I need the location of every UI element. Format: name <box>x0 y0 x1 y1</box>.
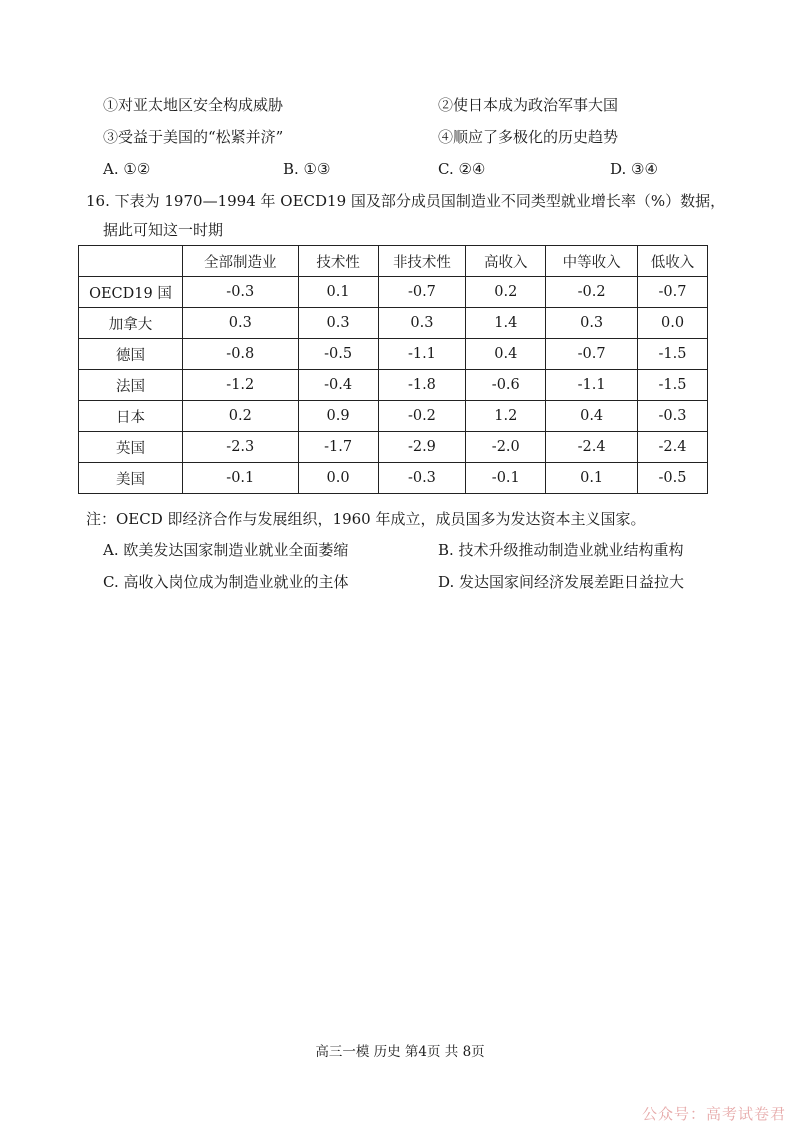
table-cell: -0.7 <box>378 277 466 308</box>
q15-item-1: ①对亚太地区安全构成威胁 <box>103 96 284 114</box>
table-cell: 0.9 <box>298 401 378 432</box>
table-cell: 0.4 <box>466 339 546 370</box>
q15-option-b: B. ①③ <box>283 160 331 178</box>
table-cell: -0.7 <box>546 339 638 370</box>
q16-option-c: C. 高收入岗位成为制造业就业的主体 <box>103 573 349 591</box>
table-cell: -0.1 <box>466 463 546 494</box>
table-cell: -0.1 <box>182 463 298 494</box>
row-label: OECD19 国 <box>79 277 183 308</box>
table-cell: 0.3 <box>378 308 466 339</box>
q16-stem-line2: 据此可知这一时期 <box>103 221 224 239</box>
table-cell: -2.9 <box>378 432 466 463</box>
table-cell: 1.2 <box>466 401 546 432</box>
table-header-cell: 技术性 <box>298 246 378 277</box>
q15-item-4: ④顺应了多极化的历史趋势 <box>438 128 619 146</box>
row-label: 日本 <box>79 401 183 432</box>
watermark: 公众号：高考试卷君 <box>641 1105 786 1123</box>
table-cell: -1.2 <box>182 370 298 401</box>
table-cell: 0.0 <box>298 463 378 494</box>
row-label: 美国 <box>79 463 183 494</box>
employment-growth-table <box>78 245 708 494</box>
table-header-cell: 全部制造业 <box>182 246 298 277</box>
table-row <box>79 370 708 401</box>
table-header-cell: 高收入 <box>466 246 546 277</box>
table-cell: -2.4 <box>546 432 638 463</box>
table-header-cell: 中等收入 <box>546 246 638 277</box>
table-row <box>79 277 708 308</box>
row-label: 加拿大 <box>79 308 183 339</box>
q15-option-c: C. ②④ <box>438 160 486 178</box>
table-row <box>79 463 708 494</box>
table-header-cell: 低收入 <box>638 246 708 277</box>
table-cell: -2.0 <box>466 432 546 463</box>
table-cell: 1.4 <box>466 308 546 339</box>
table-cell: -0.5 <box>638 463 708 494</box>
table-cell: -0.3 <box>182 277 298 308</box>
q15-item-3: ③受益于美国的“松紧并济” <box>103 128 284 146</box>
table-cell: 0.1 <box>546 463 638 494</box>
table-cell: 0.1 <box>298 277 378 308</box>
q15-option-a: A. ①② <box>103 160 151 178</box>
table-cell: -0.5 <box>298 339 378 370</box>
table-row <box>79 339 708 370</box>
table-cell: -0.3 <box>378 463 466 494</box>
table-cell: 0.2 <box>466 277 546 308</box>
table-cell: -1.1 <box>546 370 638 401</box>
table-cell: 0.0 <box>638 308 708 339</box>
table-cell: -0.2 <box>378 401 466 432</box>
q16-option-a: A. 欧美发达国家制造业就业全面萎缩 <box>103 541 349 559</box>
page-footer: 高三一模 历史 第4页 共 8页 <box>315 1044 485 1060</box>
row-label: 德国 <box>79 339 183 370</box>
q16-note: 注：OECD 即经济合作与发展组织，1960 年成立，成员国多为发达资本主义国家。 <box>86 510 646 528</box>
table-header-corner <box>79 246 183 277</box>
table-cell: 0.3 <box>298 308 378 339</box>
table-cell: -1.5 <box>638 370 708 401</box>
q16-option-b: B. 技术升级推动制造业就业结构重构 <box>438 541 684 559</box>
table-row <box>79 308 708 339</box>
table-cell: 0.3 <box>182 308 298 339</box>
table-cell: 0.3 <box>546 308 638 339</box>
row-label: 英国 <box>79 432 183 463</box>
table-cell: -2.3 <box>182 432 298 463</box>
q16-option-d: D. 发达国家间经济发展差距日益拉大 <box>438 573 685 591</box>
q16-stem-line1: 16. 下表为 1970—1994 年 OECD19 国及部分成员国制造业不同类型就业增长率（%）数据， <box>86 192 726 210</box>
table-row <box>79 432 708 463</box>
table-cell: -0.8 <box>182 339 298 370</box>
table-cell: -1.1 <box>378 339 466 370</box>
table-cell: -0.3 <box>638 401 708 432</box>
table-cell: -0.2 <box>546 277 638 308</box>
table-cell: -1.5 <box>638 339 708 370</box>
table-cell: -1.8 <box>378 370 466 401</box>
table-cell: -0.6 <box>466 370 546 401</box>
table-cell: -1.7 <box>298 432 378 463</box>
table-cell: -0.7 <box>638 277 708 308</box>
q15-item-2: ②使日本成为政治军事大国 <box>438 96 619 114</box>
row-label: 法国 <box>79 370 183 401</box>
table-header-cell: 非技术性 <box>378 246 466 277</box>
table-cell: -0.4 <box>298 370 378 401</box>
table-cell: 0.2 <box>182 401 298 432</box>
table-row <box>79 401 708 432</box>
table-cell: 0.4 <box>546 401 638 432</box>
table-cell: -2.4 <box>638 432 708 463</box>
table-header-row <box>79 246 708 277</box>
q15-option-d: D. ③④ <box>610 160 658 178</box>
